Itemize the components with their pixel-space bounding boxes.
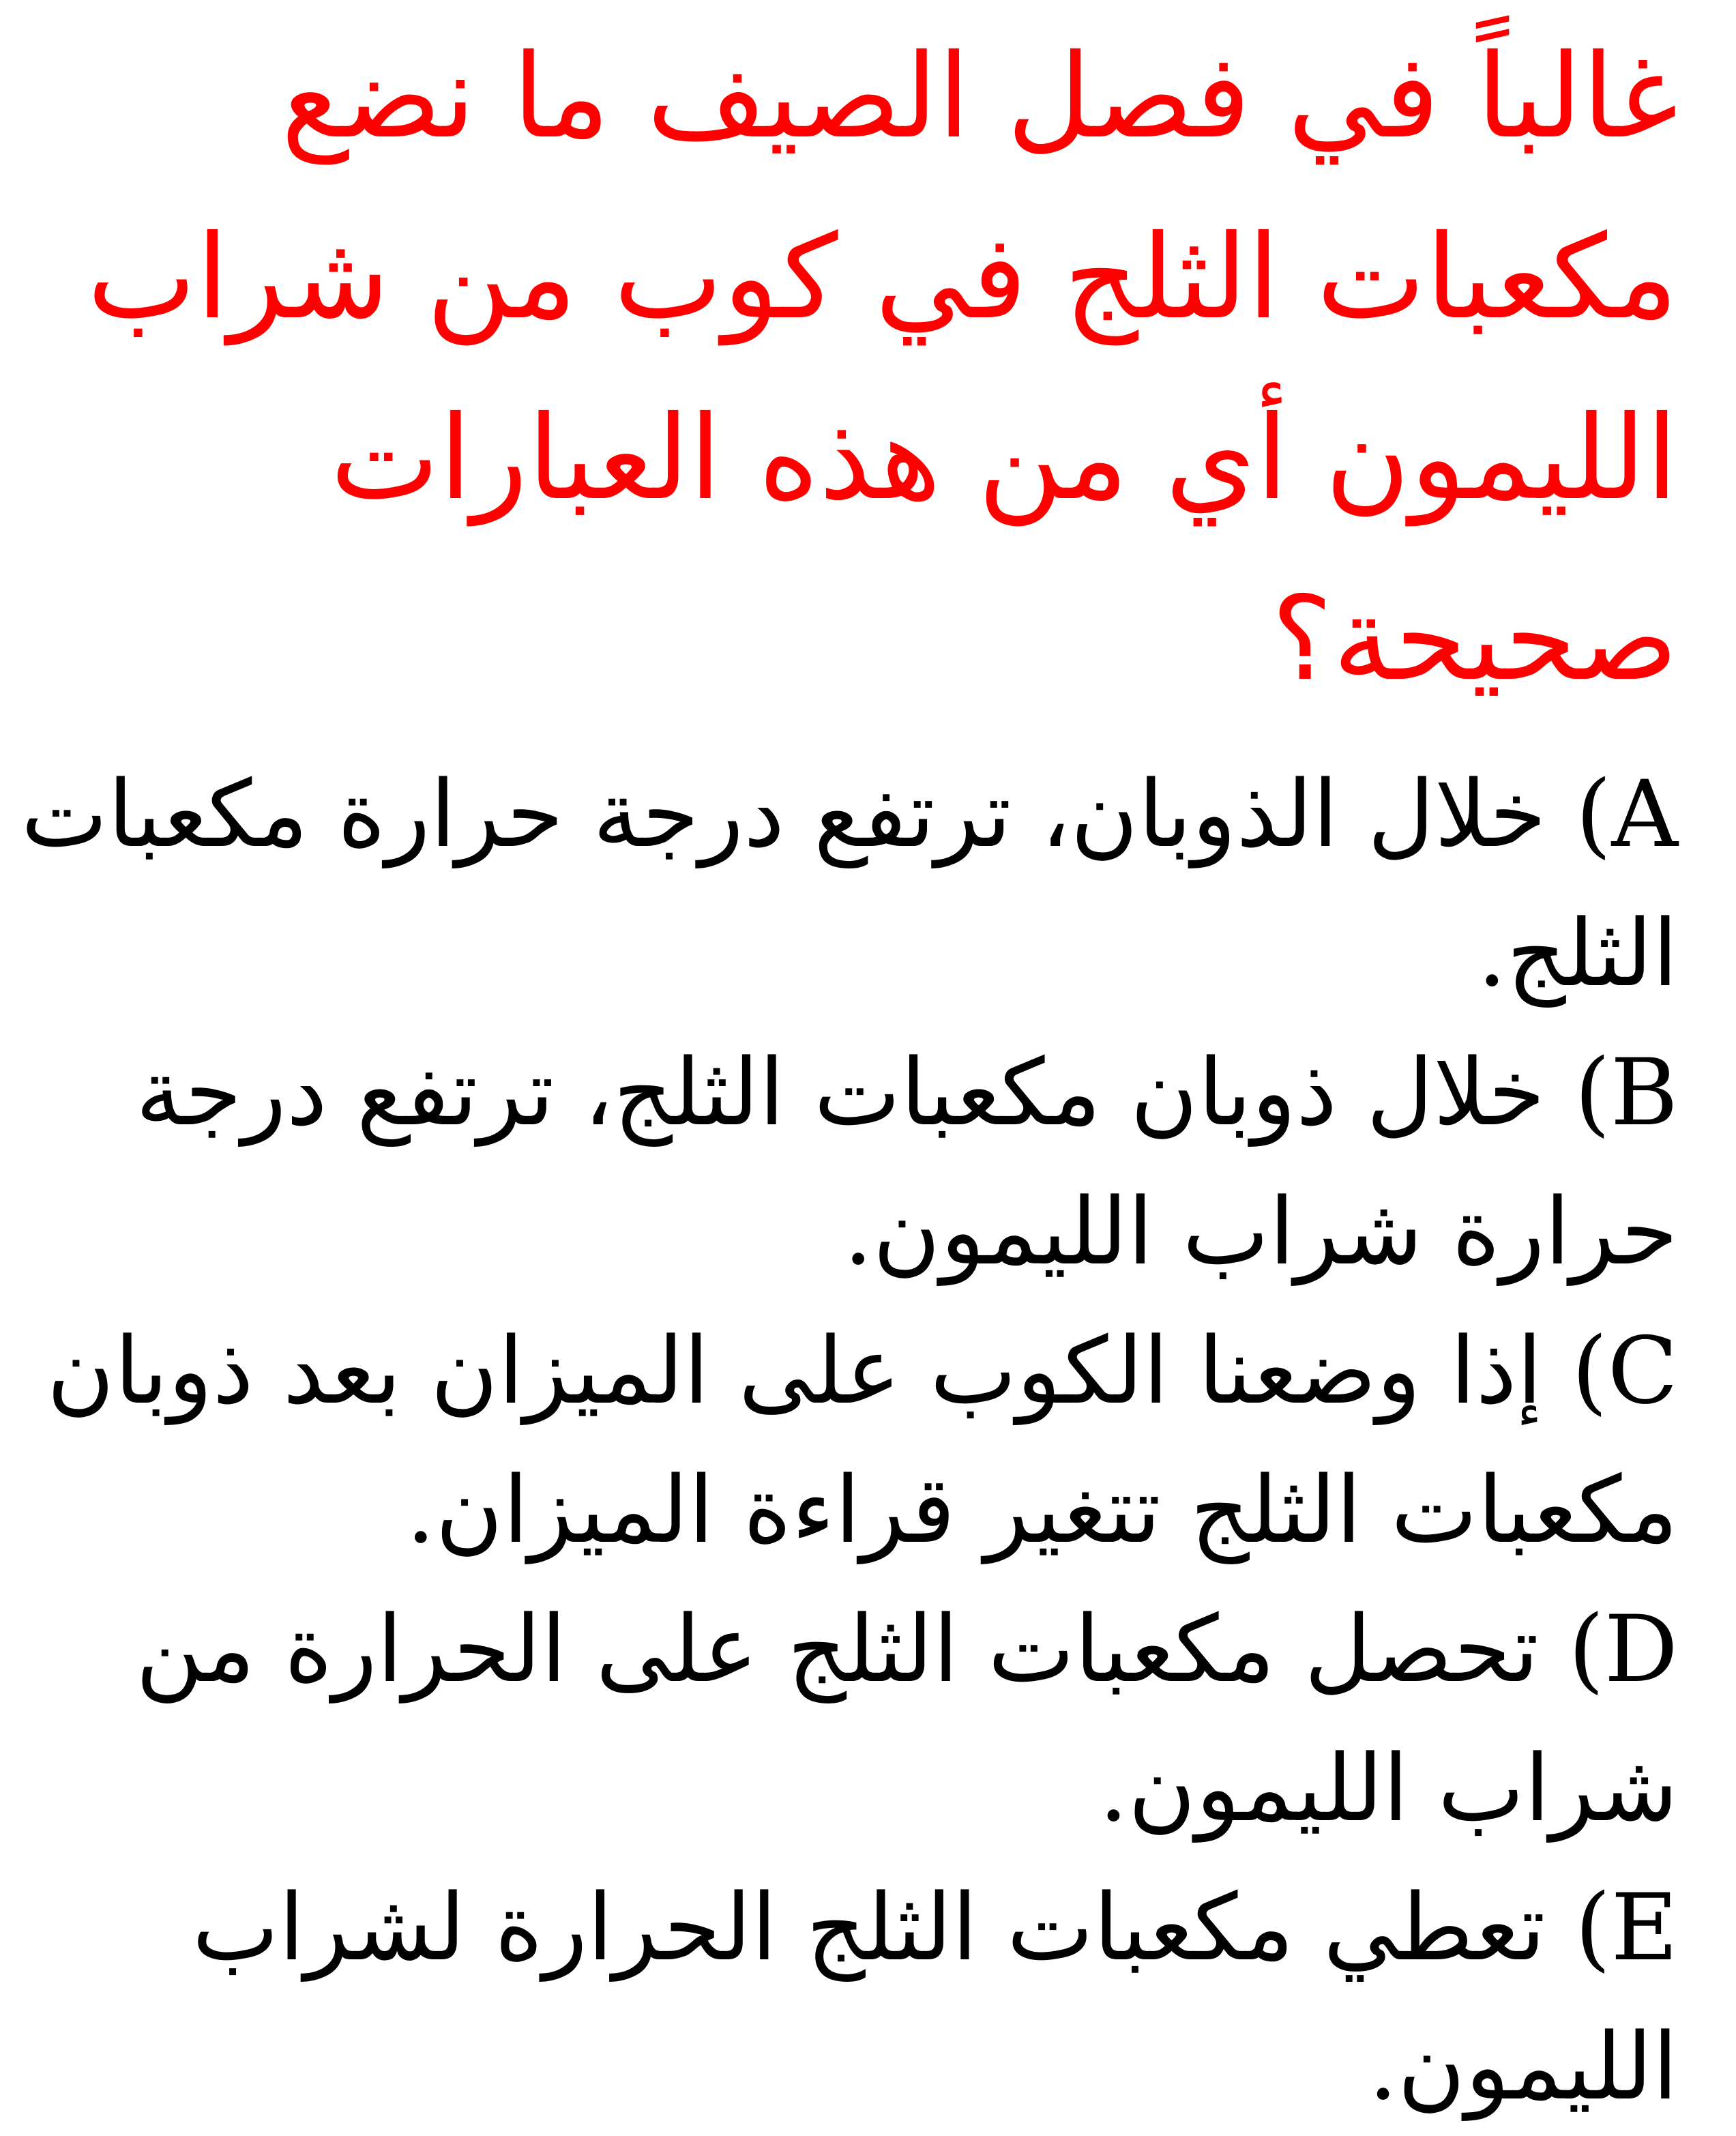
option-line: E) تعطي مكعبات الثلج الحرارة لشراب bbox=[192, 1874, 1678, 1981]
option-c[interactable] bbox=[46, 1302, 1678, 1580]
option-b[interactable] bbox=[55, 1023, 1678, 1302]
option-line: مكعبات الثلج تتغير قراءة الميزان. bbox=[406, 1457, 1678, 1564]
question-line: غالباً في فصل الصيف ما نضع bbox=[281, 29, 1678, 164]
question-line: مكعبات الثلج في كوب من شراب bbox=[87, 210, 1678, 345]
option-line: الثلج. bbox=[1477, 900, 1678, 1007]
option-line: C) إذا وضعنا الكوب على الميزان بعد ذوبان bbox=[46, 1317, 1678, 1424]
question-title bbox=[55, 7, 1678, 730]
option-e[interactable] bbox=[55, 1858, 1678, 2136]
option-line: B) خلال ذوبان مكعبات الثلج، ترتفع درجة bbox=[135, 1039, 1678, 1146]
option-a[interactable] bbox=[20, 745, 1678, 1023]
question-line: صحيحة؟ bbox=[1271, 572, 1678, 707]
option-line: شراب الليمون. bbox=[1098, 1735, 1678, 1842]
option-line: حرارة شراب الليمون. bbox=[843, 1178, 1678, 1285]
option-line: الليمون. bbox=[1368, 2013, 1678, 2120]
options-list bbox=[20, 745, 1678, 2136]
option-d[interactable] bbox=[55, 1580, 1678, 1858]
option-line: D) تحصل مكعبات الثلج على الحرارة من bbox=[135, 1596, 1678, 1703]
question-line: الليمون أي من هذه العبارات bbox=[330, 391, 1678, 526]
option-line: A) خلال الذوبان، ترتفع درجة حرارة مكعبات bbox=[20, 761, 1678, 868]
